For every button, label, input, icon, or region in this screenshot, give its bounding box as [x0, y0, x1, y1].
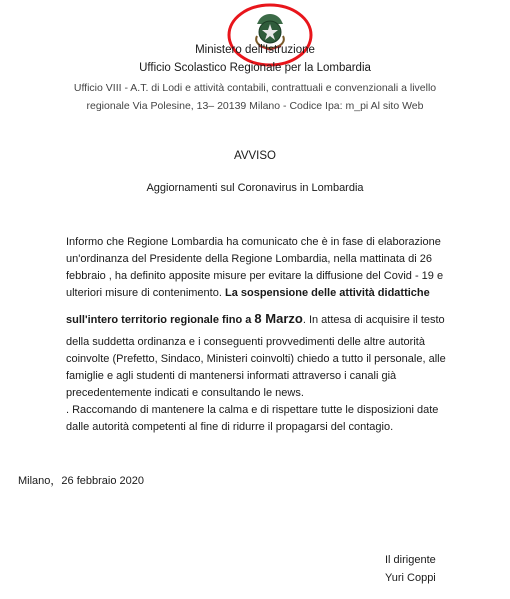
- body-line: famiglie e agli studenti di mantenersi informati attraverso i canali già: [66, 370, 397, 382]
- body-line: Informo che Regione Lombardia ha comunicato che è in fase di elaborazione: [66, 236, 441, 248]
- signatory-name: Yuri Coppi: [385, 572, 436, 584]
- body-line: dalle autorità competenti al fine di ridurre il propagarsi del contagio.: [66, 421, 394, 433]
- signatory-role: Il dirigente: [385, 554, 436, 566]
- body-line: un'ordinanza del Presidente della Regione Lombardia, nella mattinata di 26: [66, 253, 432, 265]
- body-emphasis: La sospensione delle attività didattiche: [224, 287, 430, 299]
- document-date: Milano，26 febbraio 2020: [18, 475, 144, 487]
- body-emphasis-date: 8 Marzo: [254, 311, 303, 326]
- office-name: Ufficio Scolastico Regionale per la Lombardia: [139, 62, 371, 74]
- office-details-line-2: regionale Via Polesine, 13– 20139 Milano - Codice Ipa: m_pi Al sito Web: [86, 100, 424, 112]
- body-line: coinvolte (Prefetto, Sindaco, Ministeri coinvolti) chiedo a tutto il personale, alle: [66, 353, 446, 365]
- document-title: AVVISO: [234, 150, 276, 162]
- body-line: . Raccomando di mantenere la calma e di rispettare tutte le disposizioni date: [66, 404, 439, 416]
- body-line: della suddetta ordinanza e i conseguenti provvedimenti delle altre autorità: [66, 336, 425, 348]
- body-line: [66, 287, 430, 299]
- body-emphasis: sull'intero territorio regionale fino a: [66, 314, 255, 326]
- body-text: ulteriori misure di contenimento.: [66, 287, 225, 299]
- office-details-line-1: Ufficio VIII - A.T. di Lodi e attività contabili, contrattuali e convenzionali a livello: [73, 82, 437, 94]
- body-text: . In attesa di acquisire il testo: [302, 314, 445, 326]
- body-line: [66, 311, 445, 326]
- body-line: febbraio , ha definito apposite misure per evitare la diffusione del Covid - 19 e: [66, 270, 444, 282]
- document-subject: Aggiornamenti sul Coronavirus in Lombardia: [146, 182, 364, 194]
- ministry-name: Ministero dell'Istruzione: [195, 44, 315, 56]
- body-line: precedentemente indicati e consultando le news.: [66, 387, 304, 399]
